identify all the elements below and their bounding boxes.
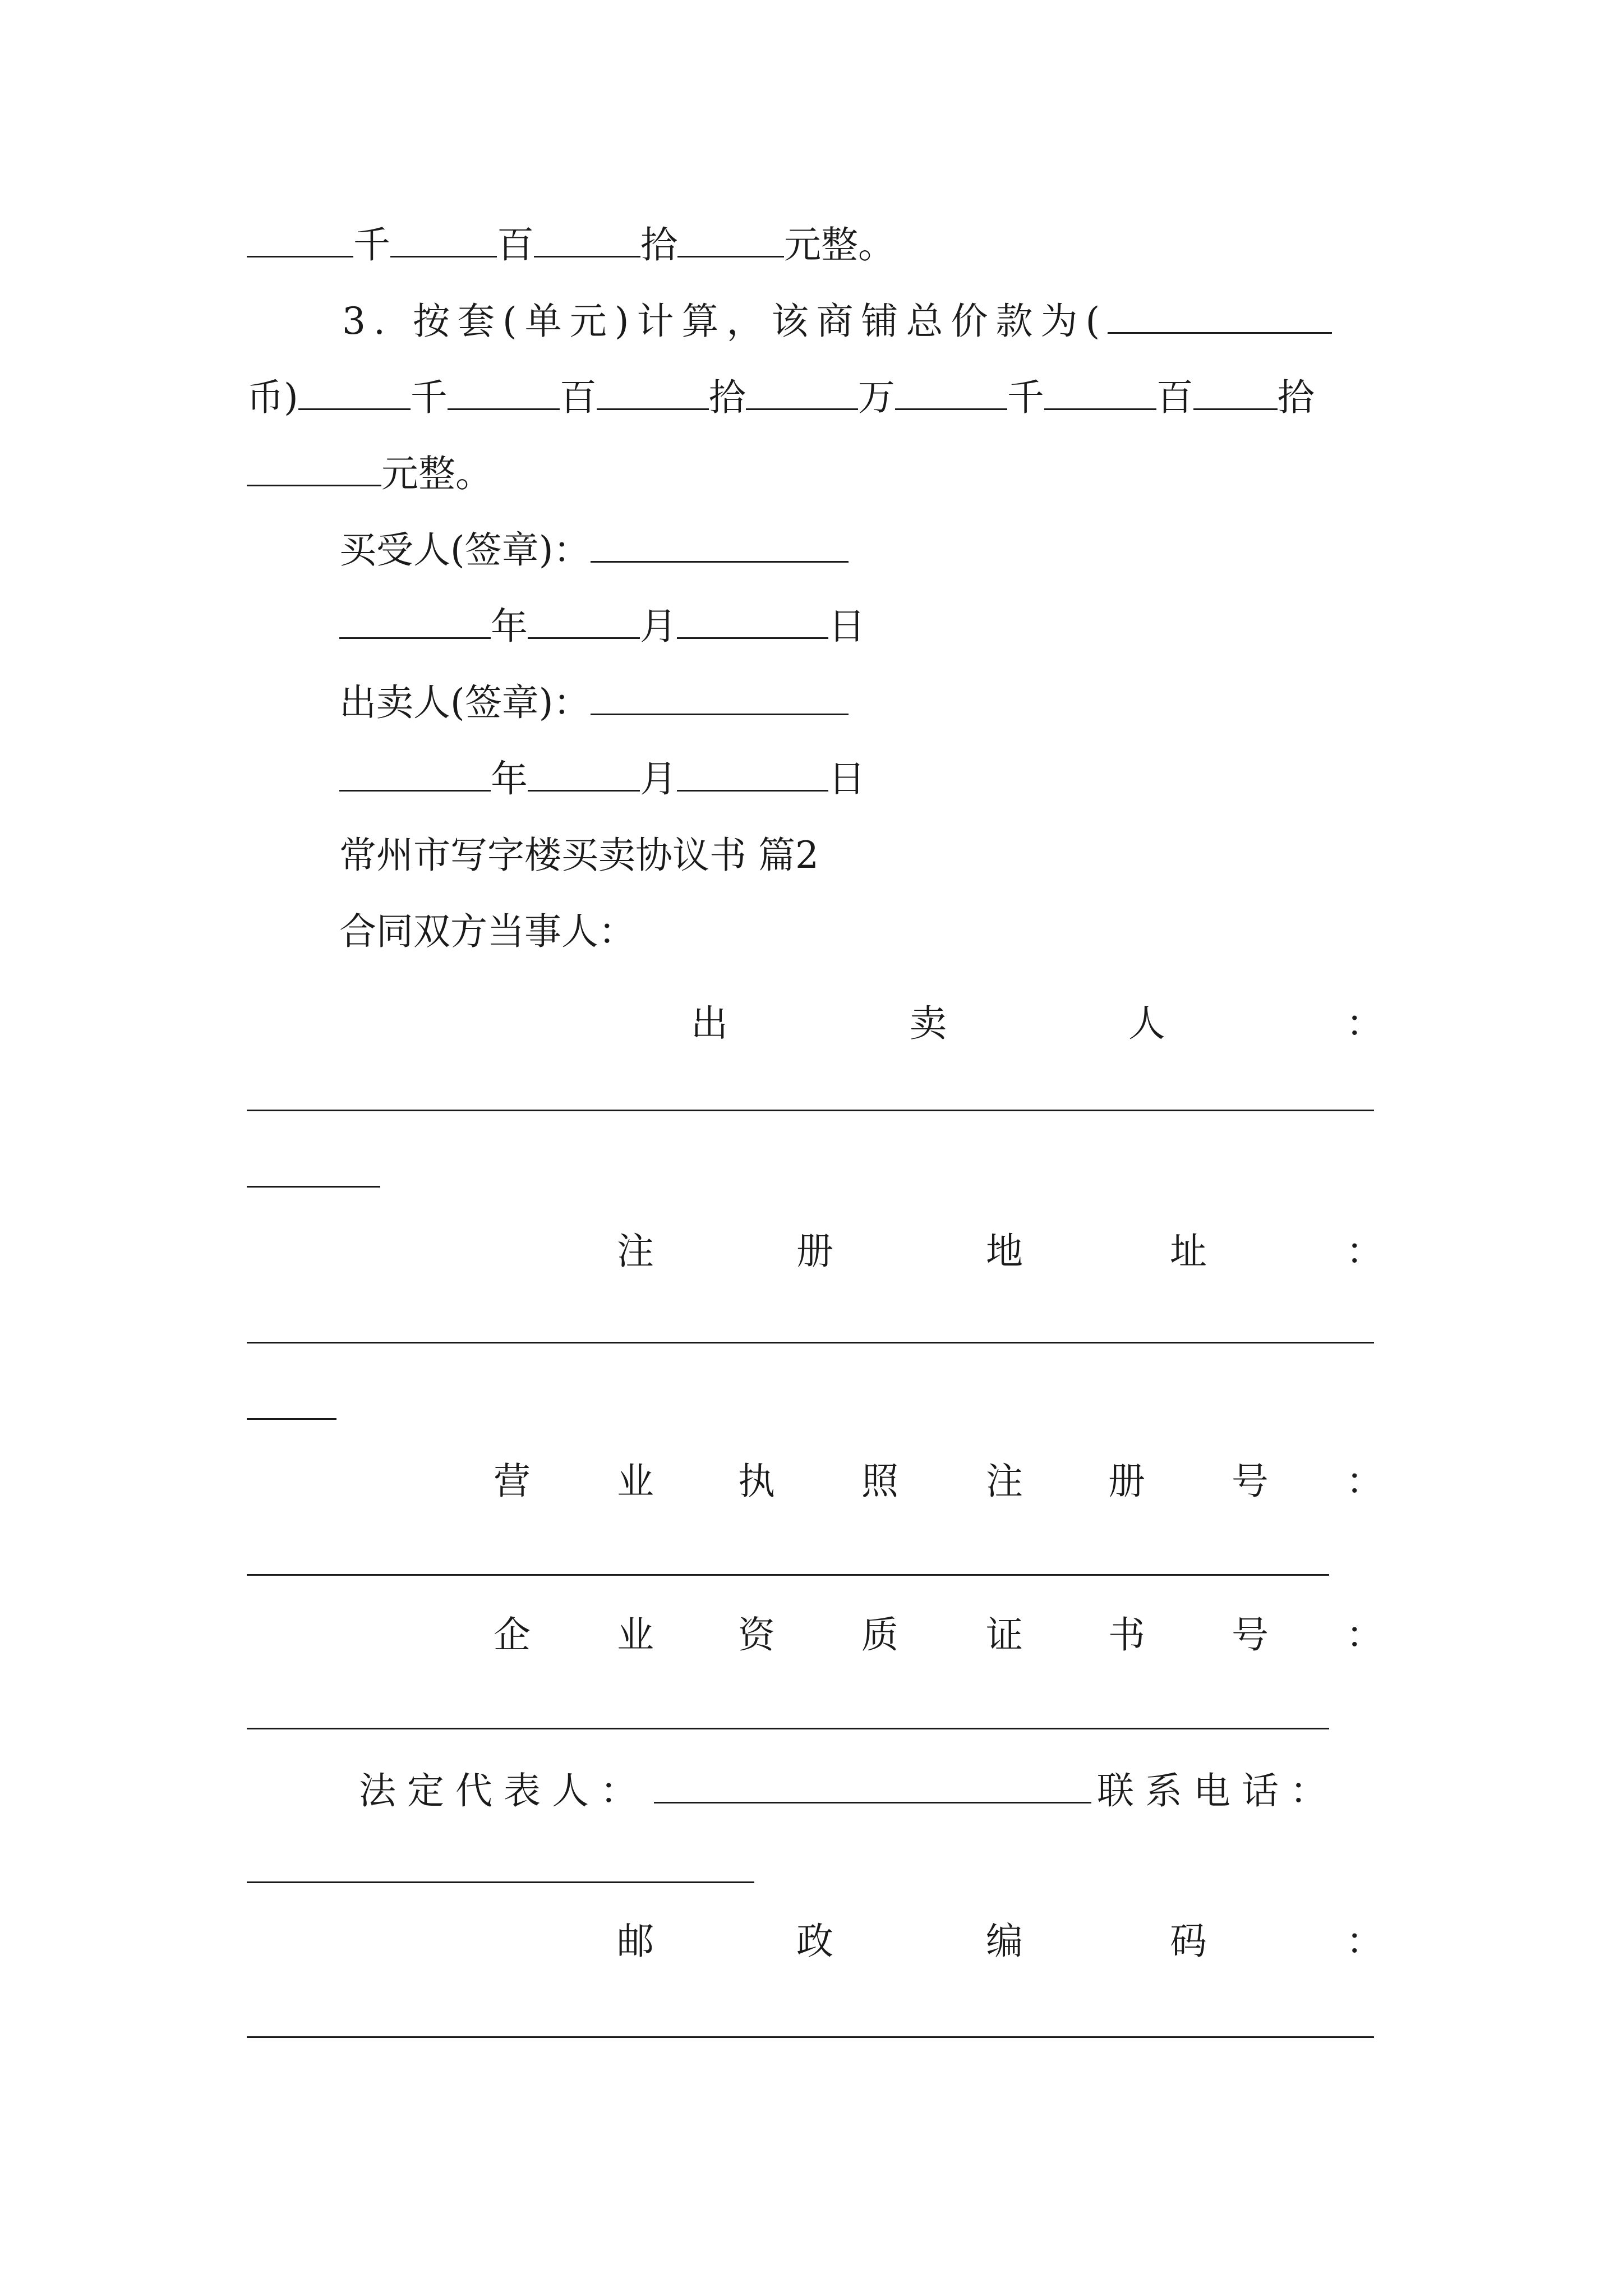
field-char: 人 bbox=[1128, 1002, 1165, 1045]
field-char: 企 bbox=[494, 1613, 531, 1657]
legal-rep-label: 法定代表人： bbox=[359, 1769, 648, 1812]
certificate-fill-line bbox=[247, 1728, 1329, 1729]
unit-text: 千 bbox=[1007, 376, 1044, 419]
field-char: 册 bbox=[1108, 1460, 1145, 1503]
month-text: 月 bbox=[640, 757, 677, 800]
field-char: 业 bbox=[617, 1460, 654, 1503]
amount-line-3 bbox=[247, 372, 1315, 423]
field-char: 卖 bbox=[910, 1002, 947, 1045]
buyer-label: 买受人(签章)： bbox=[339, 528, 591, 572]
seller-sign-label: 出卖人(签章)： bbox=[339, 681, 591, 724]
unit-text: 万 bbox=[857, 376, 895, 419]
field-char: 资 bbox=[738, 1613, 775, 1657]
clause-text: 3. 按套(单元)计算，该商铺总价款为( bbox=[342, 300, 1108, 343]
field-char: 号 bbox=[1232, 1613, 1269, 1657]
seller-fill-line bbox=[247, 1110, 1374, 1111]
day-text: 日 bbox=[828, 605, 865, 648]
field-char: 码 bbox=[1170, 1920, 1207, 1963]
license-fill-line bbox=[247, 1574, 1329, 1576]
field-char: 出 bbox=[691, 1002, 728, 1045]
parties-label: 合同双方当事人： bbox=[339, 910, 635, 953]
field-char: 书 bbox=[1108, 1613, 1145, 1657]
seller-date-line bbox=[339, 754, 865, 804]
field-char: 执 bbox=[738, 1460, 775, 1503]
unit-text: 千 bbox=[353, 223, 390, 266]
seller-fill-line-cont bbox=[247, 1186, 380, 1188]
postcode-fill-line bbox=[247, 2036, 1374, 2038]
unit-text: 元整。 bbox=[784, 223, 895, 266]
field-char: 营 bbox=[494, 1460, 531, 1503]
field-char: 册 bbox=[796, 1230, 833, 1273]
buyer-date-line bbox=[339, 601, 865, 652]
unit-text: 拾 bbox=[1277, 376, 1315, 419]
unit-text: 拾 bbox=[640, 223, 677, 266]
field-char: 号 bbox=[1232, 1460, 1269, 1503]
unit-text: 拾 bbox=[708, 376, 746, 419]
field-char: 业 bbox=[617, 1613, 654, 1657]
amount-line-1 bbox=[247, 220, 895, 270]
unit-text: 百 bbox=[559, 376, 597, 419]
phone-label: 联系电话： bbox=[1097, 1769, 1338, 1812]
field-char: 政 bbox=[796, 1920, 833, 1963]
unit-text: 千 bbox=[410, 376, 448, 419]
amount-line-4 bbox=[247, 449, 492, 499]
unit-text: 币) bbox=[247, 376, 298, 419]
phone-fill-line bbox=[247, 1881, 754, 1883]
field-char: 注 bbox=[617, 1230, 654, 1273]
seller-signature-line bbox=[339, 678, 849, 728]
field-char: 址 bbox=[1170, 1230, 1207, 1273]
buyer-signature-line bbox=[339, 525, 849, 576]
field-colon: ： bbox=[1346, 1460, 1383, 1503]
year-text: 年 bbox=[491, 605, 528, 648]
field-colon: ： bbox=[1346, 1920, 1383, 1963]
address-fill-line-cont bbox=[247, 1418, 336, 1420]
unit-text: 百 bbox=[1156, 376, 1193, 419]
month-text: 月 bbox=[640, 605, 677, 648]
day-text: 日 bbox=[828, 757, 865, 800]
field-colon: ： bbox=[1346, 1002, 1383, 1045]
year-text: 年 bbox=[491, 757, 528, 800]
field-colon: ： bbox=[1346, 1230, 1383, 1273]
unit-text: 百 bbox=[497, 223, 534, 266]
unit-text: 元整。 bbox=[381, 452, 492, 495]
total-price-clause bbox=[342, 296, 1332, 347]
field-char: 邮 bbox=[617, 1920, 654, 1963]
field-char: 证 bbox=[986, 1613, 1023, 1657]
section-heading: 常州市写字楼买卖协议书 篇2 bbox=[339, 834, 819, 877]
field-char: 编 bbox=[986, 1920, 1023, 1963]
field-char: 质 bbox=[861, 1613, 898, 1657]
address-fill-line bbox=[247, 1342, 1374, 1343]
field-char: 地 bbox=[986, 1230, 1023, 1273]
field-char: 照 bbox=[861, 1460, 898, 1503]
field-colon: ： bbox=[1346, 1613, 1383, 1657]
field-char: 注 bbox=[986, 1460, 1023, 1503]
legal-rep-line bbox=[359, 1766, 1338, 1816]
